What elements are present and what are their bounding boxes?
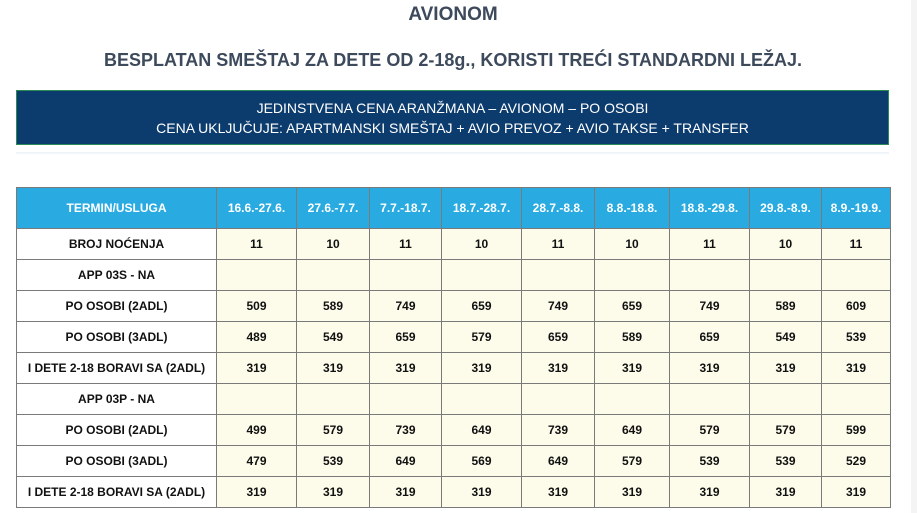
table-cell (595, 260, 670, 291)
page-subtitle: BESPLATAN SMEŠTAJ ZA DETE OD 2-18g., KORISTI TREĆI STANDARDNI LEŽAJ. (103, 50, 803, 70)
row-label: APP 03P - NA (17, 384, 217, 415)
table-row (17, 353, 891, 384)
banner-line-2: CENA UKLJUČUJE: APARTMANSKI SMEŠTAJ + AVIO PREVOZ + AVIO TAKSE + TRANSFER (156, 120, 749, 136)
table-cell: 509 (217, 291, 297, 322)
table-cell: 589 (750, 291, 822, 322)
table-cell: 319 (750, 477, 822, 508)
table-cell (217, 384, 297, 415)
table-cell: 319 (522, 353, 595, 384)
table-cell: 539 (670, 446, 750, 477)
page-title: AVIONOM (408, 4, 498, 25)
price-info-banner (16, 90, 889, 145)
table-cell: 11 (670, 229, 750, 260)
header-cell-term: 28.7.-8.8. (522, 188, 595, 229)
row-label: PO OSOBI (3ADL) (17, 322, 217, 353)
table-cell (442, 384, 522, 415)
header-cell-term: 7.7.-18.7. (370, 188, 442, 229)
table-row (17, 477, 891, 508)
banner-line-1: JEDINSTVENA CENA ARANŽMANA – AVIONOM – PO OSOBI (256, 100, 649, 116)
table-cell: 10 (442, 229, 522, 260)
table-cell: 10 (750, 229, 822, 260)
table-cell (670, 260, 750, 291)
table-cell: 749 (522, 291, 595, 322)
table-cell (522, 260, 595, 291)
header-cell-term: 16.6.-27.6. (217, 188, 297, 229)
table-cell (297, 260, 370, 291)
row-label: APP 03S - NA (17, 260, 217, 291)
table-cell: 659 (670, 322, 750, 353)
row-label: I DETE 2-18 BORAVI SA (2ADL) (17, 353, 217, 384)
table-cell: 569 (442, 446, 522, 477)
table-cell (750, 260, 822, 291)
table-row (17, 446, 891, 477)
table-cell: 11 (370, 229, 442, 260)
table-cell (370, 384, 442, 415)
table-cell: 539 (297, 446, 370, 477)
table-cell: 529 (822, 446, 891, 477)
table-cell (217, 260, 297, 291)
table-cell: 739 (370, 415, 442, 446)
table-row (17, 291, 891, 322)
table-cell: 549 (297, 322, 370, 353)
table-cell: 319 (595, 353, 670, 384)
table-cell: 319 (442, 353, 522, 384)
table-cell: 659 (522, 322, 595, 353)
table-cell: 489 (217, 322, 297, 353)
table-cell (370, 260, 442, 291)
table-cell: 319 (217, 477, 297, 508)
table-cell: 319 (595, 477, 670, 508)
row-label: I DETE 2-18 BORAVI SA (2ADL) (17, 477, 217, 508)
table-cell: 649 (522, 446, 595, 477)
table-header-row (17, 188, 891, 229)
table-cell: 319 (522, 477, 595, 508)
table-cell: 579 (297, 415, 370, 446)
table-cell (595, 384, 670, 415)
table-cell: 659 (595, 291, 670, 322)
table-cell: 649 (595, 415, 670, 446)
table-cell: 649 (370, 446, 442, 477)
table-cell (822, 260, 891, 291)
table-cell: 11 (522, 229, 595, 260)
header-cell-term: 27.6.-7.7. (297, 188, 370, 229)
table-cell: 10 (595, 229, 670, 260)
table-cell: 319 (297, 353, 370, 384)
table-cell: 319 (370, 477, 442, 508)
table-cell: 11 (217, 229, 297, 260)
table-cell: 319 (297, 477, 370, 508)
table-cell: 649 (442, 415, 522, 446)
table-cell: 579 (595, 446, 670, 477)
table-row (17, 322, 891, 353)
header-cell-service: TERMIN/USLUGA (17, 188, 217, 229)
table-row (17, 229, 891, 260)
table-cell: 749 (370, 291, 442, 322)
table-cell: 539 (750, 446, 822, 477)
table-cell: 579 (670, 415, 750, 446)
table-cell: 319 (750, 353, 822, 384)
page-scrollbar[interactable] (911, 0, 917, 513)
header-cell-term: 29.8.-8.9. (750, 188, 822, 229)
table-cell: 659 (370, 322, 442, 353)
table-cell: 319 (670, 353, 750, 384)
table-cell (442, 260, 522, 291)
table-cell: 589 (595, 322, 670, 353)
table-cell: 739 (522, 415, 595, 446)
banner-divider (16, 152, 889, 155)
table-cell: 11 (822, 229, 891, 260)
table-group-row (17, 260, 891, 291)
table-cell: 599 (822, 415, 891, 446)
table-row (17, 415, 891, 446)
table-cell: 549 (750, 322, 822, 353)
table-cell: 659 (442, 291, 522, 322)
table-cell: 319 (822, 477, 891, 508)
table-cell: 609 (822, 291, 891, 322)
table-cell (522, 384, 595, 415)
header-cell-term: 8.9.-19.9. (822, 188, 891, 229)
table-cell: 749 (670, 291, 750, 322)
table-cell: 479 (217, 446, 297, 477)
table-cell: 319 (370, 353, 442, 384)
table-cell: 319 (442, 477, 522, 508)
table-cell: 319 (670, 477, 750, 508)
table-cell (670, 384, 750, 415)
table-cell: 319 (217, 353, 297, 384)
table-group-row (17, 384, 891, 415)
table-cell (297, 384, 370, 415)
row-label: BROJ NOĆENJA (17, 229, 217, 260)
header-cell-term: 18.7.-28.7. (442, 188, 522, 229)
row-label: PO OSOBI (3ADL) (17, 446, 217, 477)
price-table (16, 187, 891, 508)
table-cell: 319 (822, 353, 891, 384)
table-cell: 579 (750, 415, 822, 446)
table-cell: 579 (442, 322, 522, 353)
row-label: PO OSOBI (2ADL) (17, 291, 217, 322)
table-cell (750, 384, 822, 415)
table-cell: 499 (217, 415, 297, 446)
table-cell (822, 384, 891, 415)
table-cell: 589 (297, 291, 370, 322)
table-cell: 10 (297, 229, 370, 260)
header-cell-term: 8.8.-18.8. (595, 188, 670, 229)
table-cell: 539 (822, 322, 891, 353)
row-label: PO OSOBI (2ADL) (17, 415, 217, 446)
header-cell-term: 18.8.-29.8. (670, 188, 750, 229)
